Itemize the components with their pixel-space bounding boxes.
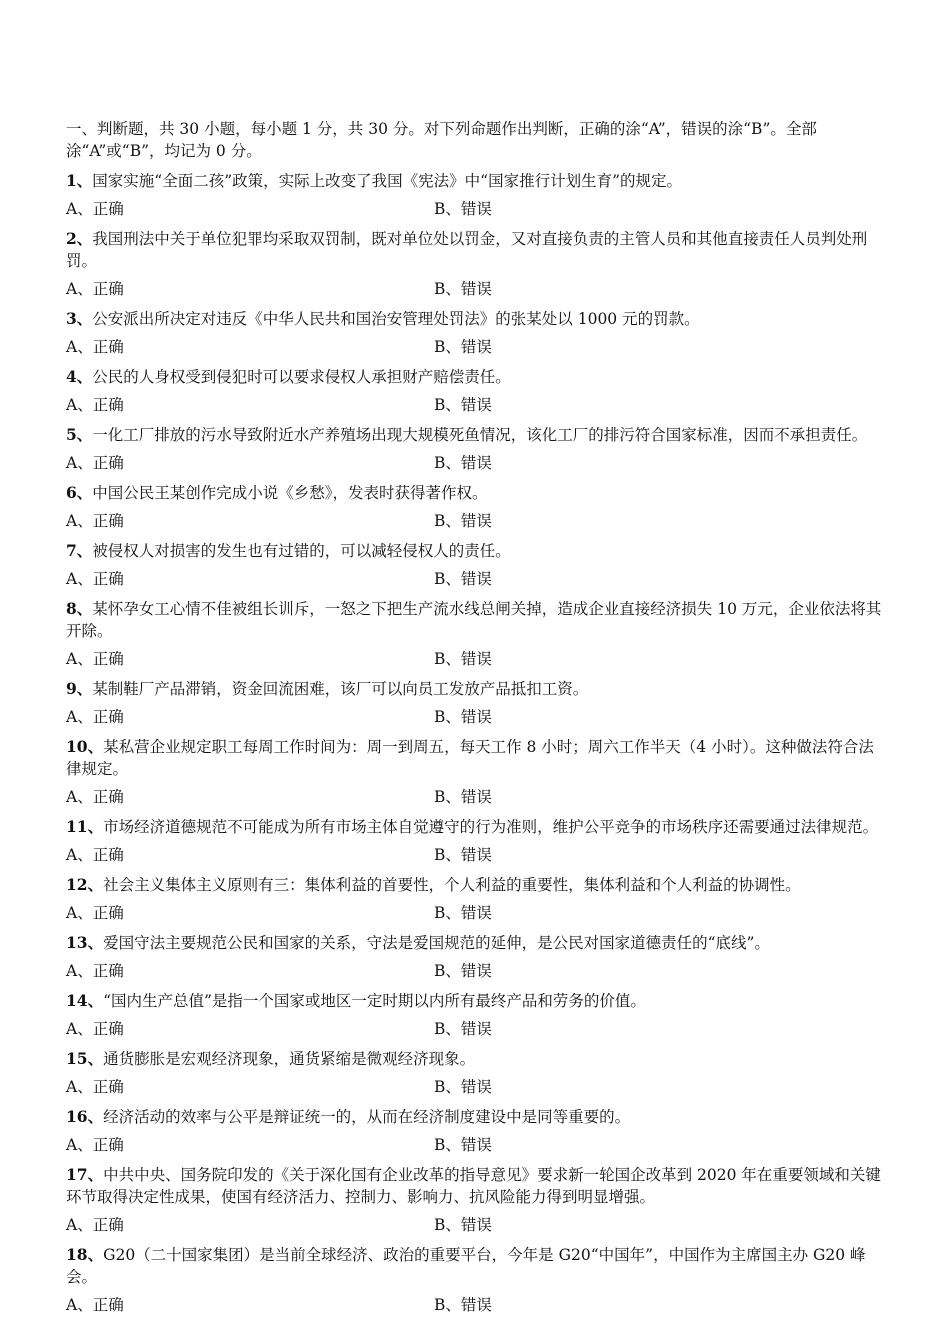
option-b[interactable]: B、错误 xyxy=(434,280,492,298)
question-body: 被侵权人对损害的发生也有过错的，可以减轻侵权人的责任。 xyxy=(92,542,511,560)
option-b[interactable]: B、错误 xyxy=(434,200,492,218)
question-body: 某怀孕女工心情不佳被组长训斥，一怒之下把生产流水线总闸关掉，造成企业直接经济损失 10 万元，企业依法将其开除。 xyxy=(66,600,882,640)
question-text xyxy=(66,540,886,562)
question-body: 国家实施“全面二孩”政策，实际上改变了我国《宪法》中“国家推行计划生育”的规定。 xyxy=(92,172,682,190)
question-body: 我国刑法中关于单位犯罪均采取双罚制，既对单位处以罚金，又对直接负责的主管人员和其他直接责任人员判处刑罚。 xyxy=(66,230,868,270)
question-1 xyxy=(66,170,886,220)
question-16 xyxy=(66,1106,886,1156)
option-a[interactable]: A、正确 xyxy=(66,1216,124,1234)
question-body: 公安派出所决定对违反《中华人民共和国治安管理处罚法》的张某处以 1000 元的罚款。 xyxy=(92,310,700,328)
option-b[interactable]: B、错误 xyxy=(434,1216,492,1234)
answer-options xyxy=(66,1076,886,1098)
option-a[interactable]: A、正确 xyxy=(66,650,124,668)
option-a[interactable]: A、正确 xyxy=(66,1296,124,1314)
option-a[interactable]: A、正确 xyxy=(66,338,124,356)
question-3 xyxy=(66,308,886,358)
answer-options xyxy=(66,1018,886,1040)
question-number: 16、 xyxy=(66,1107,104,1126)
question-body: 中国公民王某创作完成小说《乡愁》，发表时获得著作权。 xyxy=(92,484,488,502)
question-text xyxy=(66,932,886,954)
question-number: 11、 xyxy=(66,817,104,836)
answer-options xyxy=(66,960,886,982)
option-a[interactable]: A、正确 xyxy=(66,788,124,806)
question-number: 10、 xyxy=(66,737,104,756)
question-8 xyxy=(66,598,886,670)
answer-options xyxy=(66,394,886,416)
option-a[interactable]: A、正确 xyxy=(66,570,124,588)
answer-options xyxy=(66,278,886,300)
question-number: 5、 xyxy=(66,425,93,444)
question-15 xyxy=(66,1048,886,1098)
option-b[interactable]: B、错误 xyxy=(434,454,492,472)
question-9 xyxy=(66,678,886,728)
option-b[interactable]: B、错误 xyxy=(434,1296,492,1314)
section-intro: 一、判断题，共 30 小题，每小题 1 分，共 30 分。对下列命题作出判断，正确的涂“A”，错误的涂“B”。全部涂“A”或“B”，均记为 0 分。 xyxy=(66,120,817,160)
option-b[interactable]: B、错误 xyxy=(434,396,492,414)
question-6 xyxy=(66,482,886,532)
question-body: 社会主义集体主义原则有三：集体利益的首要性，个人利益的重要性，集体利益和个人利益的协调性。 xyxy=(103,876,801,894)
question-number: 18、 xyxy=(66,1245,104,1264)
option-a[interactable]: A、正确 xyxy=(66,200,124,218)
option-a[interactable]: A、正确 xyxy=(66,904,124,922)
question-number: 3、 xyxy=(66,309,93,328)
answer-options xyxy=(66,648,886,670)
option-b[interactable]: B、错误 xyxy=(434,708,492,726)
question-text xyxy=(66,874,886,896)
question-5 xyxy=(66,424,886,474)
answer-options xyxy=(66,198,886,220)
option-b[interactable]: B、错误 xyxy=(434,1078,492,1096)
option-a[interactable]: A、正确 xyxy=(66,454,124,472)
question-text xyxy=(66,598,886,642)
question-text xyxy=(66,1244,886,1288)
answer-options xyxy=(66,786,886,808)
question-body: 中共中央、国务院印发的《关于深化国有企业改革的指导意见》要求新一轮国企改革到 2020 年在重要领域和关键环节取得决定性成果，使国有经济活力、控制力、影响力、抗风险能力得到明显增强。 xyxy=(66,1166,881,1206)
question-number: 14、 xyxy=(66,991,104,1010)
answer-options xyxy=(66,1134,886,1156)
option-a[interactable]: A、正确 xyxy=(66,962,124,980)
option-a[interactable]: A、正确 xyxy=(66,1020,124,1038)
option-b[interactable]: B、错误 xyxy=(434,570,492,588)
question-text xyxy=(66,228,886,272)
question-number: 17、 xyxy=(66,1165,104,1184)
option-a[interactable]: A、正确 xyxy=(66,846,124,864)
answer-options xyxy=(66,706,886,728)
question-number: 6、 xyxy=(66,483,93,502)
question-number: 4、 xyxy=(66,367,93,386)
question-number: 12、 xyxy=(66,875,104,894)
answer-options xyxy=(66,1294,886,1316)
answer-options xyxy=(66,452,886,474)
question-number: 7、 xyxy=(66,541,93,560)
question-body: 市场经济道德规范不可能成为所有市场主体自觉遵守的行为准则，维护公平竞争的市场秩序还需要通过法律规范。 xyxy=(103,818,879,836)
question-body: 经济活动的效率与公平是辩证统一的，从而在经济制度建设中是同等重要的。 xyxy=(103,1108,631,1126)
question-text xyxy=(66,424,886,446)
question-body: 通货膨胀是宏观经济现象，通货紧缩是微观经济现象。 xyxy=(103,1050,476,1068)
option-a[interactable]: A、正确 xyxy=(66,512,124,530)
question-text xyxy=(66,1106,886,1128)
question-2 xyxy=(66,228,886,300)
question-12 xyxy=(66,874,886,924)
answer-options xyxy=(66,510,886,532)
question-10 xyxy=(66,736,886,808)
question-text xyxy=(66,678,886,700)
option-b[interactable]: B、错误 xyxy=(434,650,492,668)
answer-options xyxy=(66,844,886,866)
question-body: 爱国守法主要规范公民和国家的关系，守法是爱国规范的延伸，是公民对国家道德责任的“底线”。 xyxy=(103,934,770,952)
option-b[interactable]: B、错误 xyxy=(434,1136,492,1154)
question-number: 2、 xyxy=(66,229,93,248)
question-14 xyxy=(66,990,886,1040)
question-17 xyxy=(66,1164,886,1236)
question-18 xyxy=(66,1244,886,1316)
option-a[interactable]: A、正确 xyxy=(66,280,124,298)
question-number: 15、 xyxy=(66,1049,104,1068)
question-text xyxy=(66,990,886,1012)
question-body: 公民的人身权受到侵犯时可以要求侵权人承担财产赔偿责任。 xyxy=(92,368,511,386)
question-body: G20（二十国家集团）是当前全球经济、政治的重要平台，今年是 G20“中国年”，中国作为主席国主办 G20 峰会。 xyxy=(66,1246,866,1286)
question-text xyxy=(66,366,886,388)
question-body: “国内生产总值”是指一个国家或地区一定时期以内所有最终产品和劳务的价值。 xyxy=(103,992,646,1010)
question-13 xyxy=(66,932,886,982)
question-number: 9、 xyxy=(66,679,93,698)
question-body: 某制鞋厂产品滞销，资金回流困难，该厂可以向员工发放产品抵扣工资。 xyxy=(92,680,589,698)
option-a[interactable]: A、正确 xyxy=(66,396,124,414)
question-text xyxy=(66,308,886,330)
question-number: 13、 xyxy=(66,933,104,952)
option-b[interactable]: B、错误 xyxy=(434,338,492,356)
question-4 xyxy=(66,366,886,416)
option-b[interactable]: B、错误 xyxy=(434,1020,492,1038)
question-text xyxy=(66,1164,886,1208)
option-b[interactable]: B、错误 xyxy=(434,904,492,922)
answer-options xyxy=(66,336,886,358)
option-b[interactable]: B、错误 xyxy=(434,512,492,530)
option-a[interactable]: A、正确 xyxy=(66,1078,124,1096)
option-b[interactable]: B、错误 xyxy=(434,846,492,864)
question-list xyxy=(66,170,886,1316)
question-number: 1、 xyxy=(66,171,93,190)
question-text xyxy=(66,1048,886,1070)
option-a[interactable]: A、正确 xyxy=(66,1136,124,1154)
question-text xyxy=(66,170,886,192)
option-a[interactable]: A、正确 xyxy=(66,708,124,726)
question-text xyxy=(66,736,886,780)
option-b[interactable]: B、错误 xyxy=(434,962,492,980)
question-text xyxy=(66,816,886,838)
option-b[interactable]: B、错误 xyxy=(434,788,492,806)
answer-options xyxy=(66,568,886,590)
question-11 xyxy=(66,816,886,866)
question-number: 8、 xyxy=(66,599,93,618)
question-body: 某私营企业规定职工每周工作时间为：周一到周五，每天工作 8 小时；周六工作半天（4 小时）。这种做法符合法律规定。 xyxy=(66,738,874,778)
question-7 xyxy=(66,540,886,590)
question-text xyxy=(66,482,886,504)
exam-page xyxy=(66,118,886,1324)
answer-options xyxy=(66,1214,886,1236)
answer-options xyxy=(66,902,886,924)
question-body: 一化工厂排放的污水导致附近水产养殖场出现大规模死鱼情况，该化工厂的排污符合国家标准，因而不承担责任。 xyxy=(92,426,868,444)
